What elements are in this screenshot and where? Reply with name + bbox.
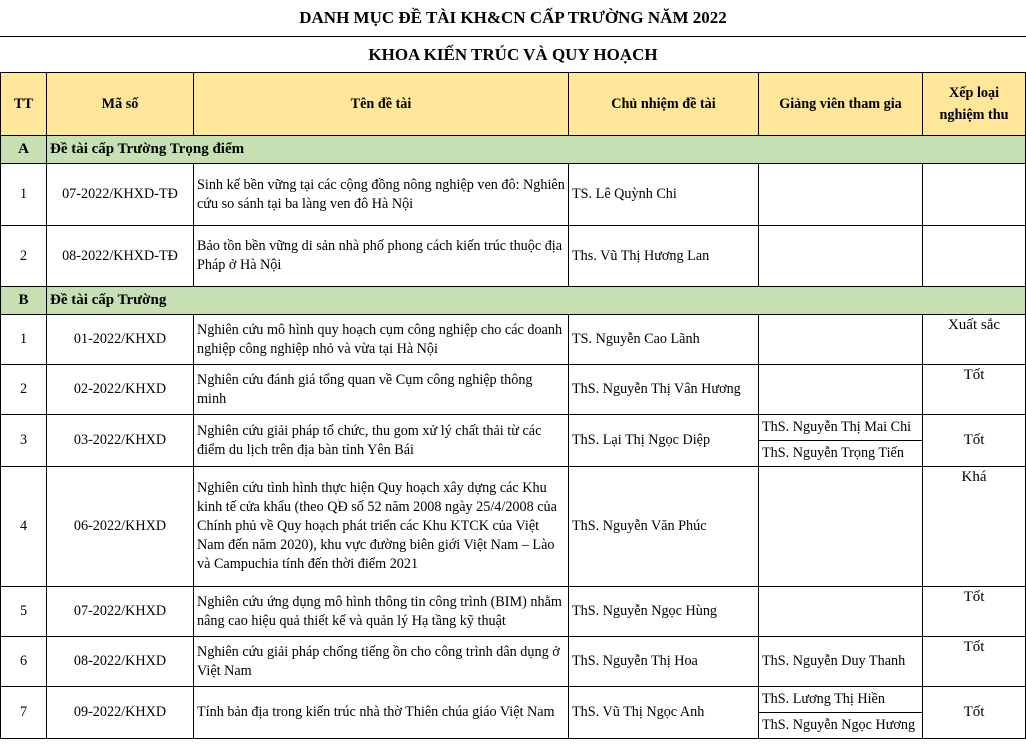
department-title: KHOA KIẾN TRÚC VÀ QUY HOẠCH: [368, 45, 658, 64]
row-ma-so: 07-2022/KHXD-TĐ: [47, 164, 194, 226]
table-row: [1, 315, 1026, 365]
lecturer-name: ThS. Lương Thị Hiền: [762, 691, 885, 707]
col-header-xep-loai: Xếp loại nghiệm thu: [923, 73, 1026, 136]
section-row-b: [1, 287, 1026, 315]
row-tt: 6: [1, 637, 47, 687]
row-giang-vien: [759, 587, 923, 637]
col-header-ma-so: Mã số: [47, 73, 194, 136]
row-ten-de-tai: Sinh kế bền vững tại các cộng đồng nông nghiệp ven đô: Nghiên cứu so sánh tại ba làng ven đô Hà Nội: [194, 164, 569, 226]
row-tt: 3: [1, 415, 47, 467]
row-xep-loai: Khá: [923, 467, 1026, 587]
section-code: A: [1, 136, 47, 164]
row-xep-loai: Tốt: [923, 415, 1026, 467]
col-header-giang-vien: Giảng viên tham gia: [759, 73, 923, 136]
table-row: [1, 365, 1026, 415]
row-chu-nhiem: ThS. Nguyễn Ngọc Hùng: [569, 587, 759, 637]
row-ten-de-tai: Nghiên cứu mô hình quy hoạch cụm công nghiệp cho các doanh nghiệp công nghiệp nhỏ và vừa tại Hà Nội: [194, 315, 569, 365]
row-ten-de-tai: Bảo tồn bền vững di sản nhà phố phong cách kiến trúc thuộc địa Pháp ở Hà Nội: [194, 226, 569, 287]
row-giang-vien: [759, 365, 923, 415]
project-table: [0, 72, 1026, 739]
lecturer-name: ThS. Nguyễn Ngọc Hương: [759, 712, 922, 738]
row-xep-loai: Xuất sắc: [923, 315, 1026, 365]
header-row: [1, 73, 1026, 136]
row-ma-so: 02-2022/KHXD: [47, 365, 194, 415]
section-row-a: [1, 136, 1026, 164]
row-tt: 2: [1, 365, 47, 415]
row-xep-loai: Tốt: [923, 365, 1026, 415]
row-ma-so: 08-2022/KHXD: [47, 637, 194, 687]
lecturer-name: ThS. Nguyễn Thị Mai Chi: [762, 419, 912, 435]
row-giang-vien: [759, 164, 923, 226]
row-xep-loai: [923, 164, 1026, 226]
row-ten-de-tai: Nghiên cứu ứng dụng mô hình thông tin công trình (BIM) nhằm nâng cao hiệu quả thiết kế và quản lý Hạ tầng kỹ thuật: [194, 587, 569, 637]
row-giang-vien: [759, 226, 923, 287]
table-row: [1, 587, 1026, 637]
document-title: DANH MỤC ĐỀ TÀI KH&CN CẤP TRƯỜNG NĂM 2022: [0, 0, 1026, 37]
section-code: B: [1, 287, 47, 315]
row-chu-nhiem: TS. Nguyễn Cao Lãnh: [569, 315, 759, 365]
table-row: [1, 467, 1026, 587]
table-row: [1, 164, 1026, 226]
row-ten-de-tai: Nghiên cứu giải pháp chống tiếng ồn cho công trình dân dụng ở Việt Nam: [194, 637, 569, 687]
table-row: [1, 415, 1026, 467]
row-chu-nhiem: ThS. Nguyễn Văn Phúc: [569, 467, 759, 587]
row-chu-nhiem: ThS. Nguyễn Thị Vân Hương: [569, 365, 759, 415]
row-ma-so: 03-2022/KHXD: [47, 415, 194, 467]
row-tt: 1: [1, 164, 47, 226]
lecturer-name: ThS. Nguyễn Trọng Tiến: [759, 440, 922, 466]
row-giang-vien: ThS. Nguyễn Duy Thanh: [759, 637, 923, 687]
row-chu-nhiem: Ths. Vũ Thị Hương Lan: [569, 226, 759, 287]
section-label: Đề tài cấp Trường Trọng điểm: [47, 136, 1026, 164]
row-ten-de-tai: Nghiên cứu đánh giá tổng quan về Cụm công nghiệp thông minh: [194, 365, 569, 415]
row-xep-loai: Tốt: [923, 587, 1026, 637]
row-tt: 4: [1, 467, 47, 587]
row-giang-vien: [759, 315, 923, 365]
row-chu-nhiem: ThS. Vũ Thị Ngọc Anh: [569, 687, 759, 739]
row-ma-so: 06-2022/KHXD: [47, 467, 194, 587]
row-ten-de-tai: Nghiên cứu giải pháp tổ chức, thu gom xử lý chất thải từ các điểm du lịch trên địa bàn tỉnh Yên Bái: [194, 415, 569, 467]
col-header-ten-de-tai: Tên đề tài: [194, 73, 569, 136]
section-label: Đề tài cấp Trường: [47, 287, 1026, 315]
row-ma-so: 08-2022/KHXD-TĐ: [47, 226, 194, 287]
col-header-chu-nhiem: Chủ nhiệm đề tài: [569, 73, 759, 136]
row-xep-loai: Tốt: [923, 687, 1026, 739]
row-xep-loai: [923, 226, 1026, 287]
row-tt: 2: [1, 226, 47, 287]
row-xep-loai: Tốt: [923, 637, 1026, 687]
row-giang-vien: [759, 467, 923, 587]
row-chu-nhiem: ThS. Lại Thị Ngọc Diệp: [569, 415, 759, 467]
col-header-tt: TT: [1, 73, 47, 136]
row-giang-vien: [759, 415, 923, 467]
table-row: [1, 687, 1026, 739]
table-row: [1, 226, 1026, 287]
row-ma-so: 07-2022/KHXD: [47, 587, 194, 637]
row-ma-so: 09-2022/KHXD: [47, 687, 194, 739]
row-ma-so: 01-2022/KHXD: [47, 315, 194, 365]
row-giang-vien: [759, 687, 923, 739]
row-chu-nhiem: TS. Lê Quỳnh Chi: [569, 164, 759, 226]
row-tt: 7: [1, 687, 47, 739]
row-tt: 5: [1, 587, 47, 637]
row-ten-de-tai: Tính bản địa trong kiến trúc nhà thờ Thiên chúa giáo Việt Nam: [194, 687, 569, 739]
row-chu-nhiem: ThS. Nguyễn Thị Hoa: [569, 637, 759, 687]
row-tt: 1: [1, 315, 47, 365]
table-row: [1, 637, 1026, 687]
row-ten-de-tai: Nghiên cứu tình hình thực hiện Quy hoạch xây dựng các Khu kinh tế cửa khẩu (theo QĐ số 52 năm 2008 ngày 25/4/2008 của Chính phủ về Quy hoạch phát triển các Khu KTCK của Việt Nam đến năm 2020), khu vực đường biên giới Việt Nam – Lào và Campuchia tính đến thời điểm 2021: [194, 467, 569, 587]
